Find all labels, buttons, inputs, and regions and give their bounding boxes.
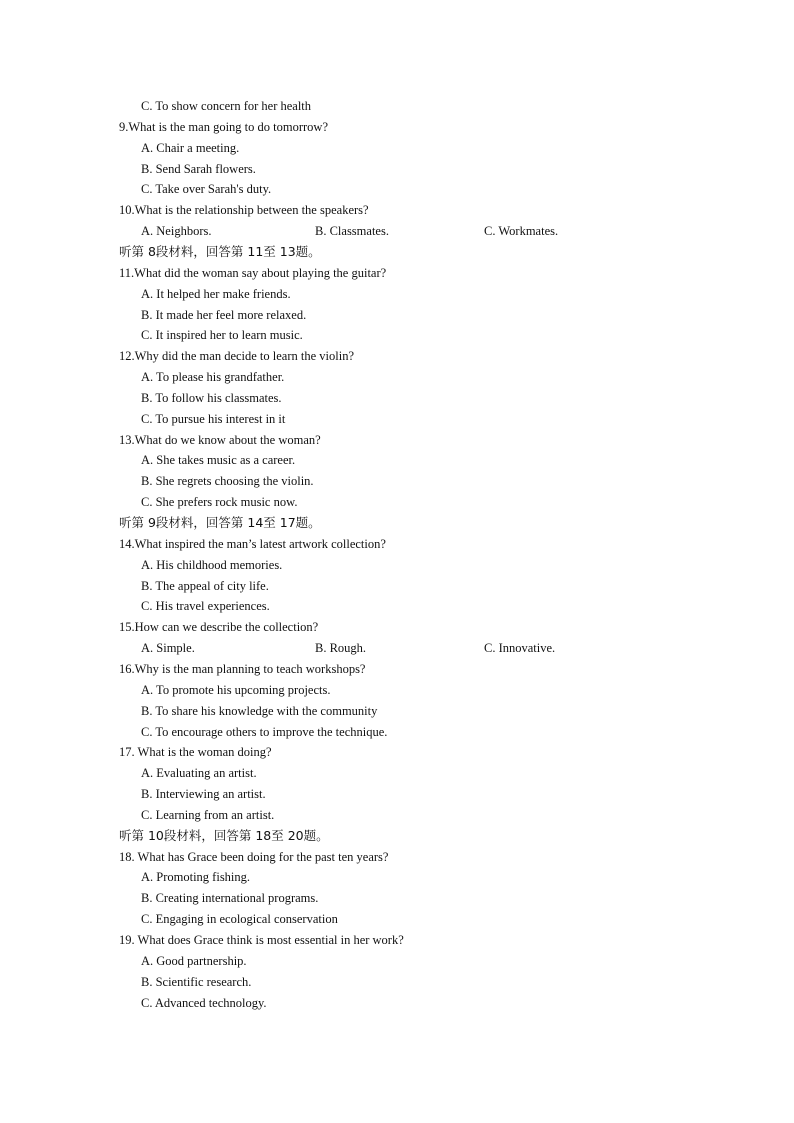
answer-option: A. She takes music as a career. bbox=[141, 453, 296, 467]
answer-option: B. It made her feel more relaxed. bbox=[141, 308, 307, 322]
question: 9.What is the man going to do tomorrow? bbox=[119, 120, 328, 134]
answer-option: B. Send Sarah flowers. bbox=[141, 162, 256, 176]
section-instruction: 听第 10段材料，回答第 18至 20题。 bbox=[119, 828, 329, 843]
answer-option: A. Evaluating an artist. bbox=[141, 766, 257, 780]
answer-option: B. Interviewing an artist. bbox=[141, 787, 266, 801]
answer-option: B. Creating international programs. bbox=[141, 891, 319, 905]
answer-option: A. To promote his upcoming projects. bbox=[141, 683, 331, 697]
answer-option: A. Chair a meeting. bbox=[141, 141, 240, 155]
question: 19. What does Grace think is most essential in her work? bbox=[119, 933, 404, 947]
answer-option: C. To pursue his interest in it bbox=[141, 412, 286, 426]
option-c: C. Innovative. bbox=[484, 641, 556, 655]
answer-option: C. It inspired her to learn music. bbox=[141, 328, 303, 342]
section-instruction: 听第 8段材料，回答第 11至 13题。 bbox=[119, 244, 321, 259]
question: 16.Why is the man planning to teach workshops? bbox=[119, 662, 366, 676]
answer-option: A. To please his grandfather. bbox=[141, 370, 285, 384]
answer-option: A. Good partnership. bbox=[141, 954, 247, 968]
answer-option: B. To share his knowledge with the community bbox=[141, 704, 378, 718]
answer-option: B. Scientific research. bbox=[141, 975, 252, 989]
option-c: C. Workmates. bbox=[484, 224, 559, 238]
answer-option: C. Advanced technology. bbox=[141, 996, 267, 1010]
answer-option: B. The appeal of city life. bbox=[141, 579, 269, 593]
answer-option: C. To show concern for her health bbox=[141, 99, 312, 113]
answer-option: A. It helped her make friends. bbox=[141, 287, 291, 301]
question: 18. What has Grace been doing for the past ten years? bbox=[119, 850, 389, 864]
answer-option: B. To follow his classmates. bbox=[141, 391, 282, 405]
answer-option: C. She prefers rock music now. bbox=[141, 495, 298, 509]
answer-option: B. She regrets choosing the violin. bbox=[141, 474, 314, 488]
question: 11.What did the woman say about playing the guitar? bbox=[119, 266, 387, 280]
question: 17. What is the woman doing? bbox=[119, 745, 272, 759]
option-b: B. Classmates. bbox=[315, 224, 389, 238]
answer-option: C. His travel experiences. bbox=[141, 599, 270, 613]
question: 13.What do we know about the woman? bbox=[119, 433, 321, 447]
option-b: B. Rough. bbox=[315, 641, 367, 655]
question: 14.What inspired the man’s latest artwork collection? bbox=[119, 537, 386, 551]
answer-option: C. Engaging in ecological conservation bbox=[141, 912, 338, 926]
answer-option: A. Promoting fishing. bbox=[141, 870, 251, 884]
answer-option: C. Learning from an artist. bbox=[141, 808, 275, 822]
question: 10.What is the relationship between the speakers? bbox=[119, 203, 369, 217]
answer-option: A. His childhood memories. bbox=[141, 558, 283, 572]
answer-option: C. To encourage others to improve the technique. bbox=[141, 725, 388, 739]
answer-option: C. Take over Sarah's duty. bbox=[141, 182, 272, 196]
option-a: A. Neighbors. bbox=[141, 224, 212, 238]
question: 12.Why did the man decide to learn the violin? bbox=[119, 349, 354, 363]
option-a: A. Simple. bbox=[141, 641, 195, 655]
question: 15.How can we describe the collection? bbox=[119, 620, 319, 634]
section-instruction: 听第 9段材料，回答第 14至 17题。 bbox=[119, 515, 321, 530]
